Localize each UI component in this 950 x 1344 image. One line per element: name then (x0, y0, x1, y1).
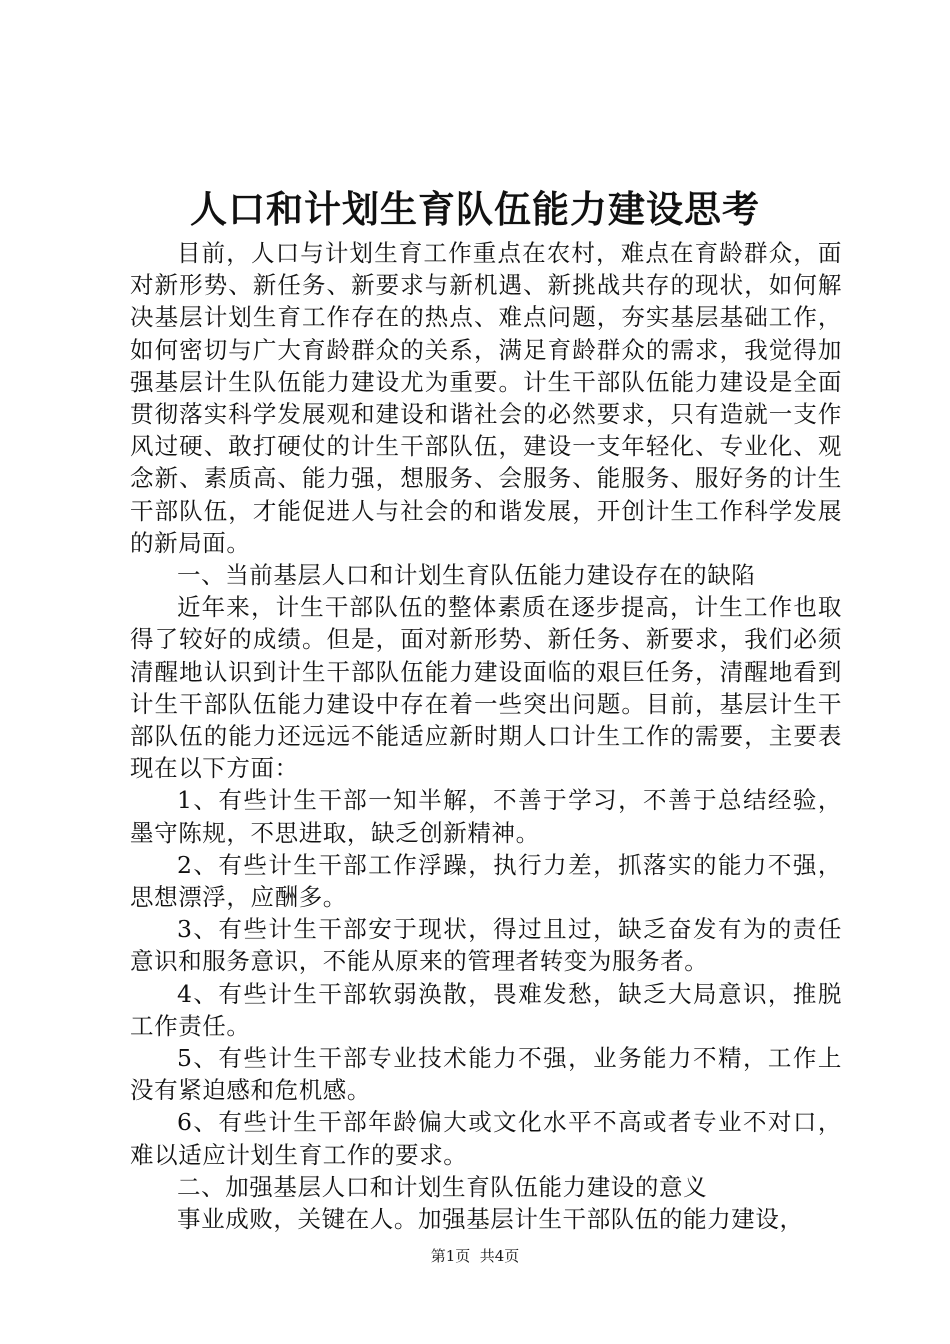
page-number-label: 第1页 共4页 (430, 1247, 520, 1265)
section-heading-2: 二、加强基层人口和计划生育队伍能力建设的意义 (177, 1172, 708, 1201)
section-heading-1: 一、当前基层人口和计划生育队伍能力建设存在的缺陷 (177, 561, 756, 590)
list-item-3: 3、有些计生干部安于现状，得过且过，缺乏奋发有为的责任意识和服务意识，不能从原来的管理者转变为服务者。 (130, 915, 842, 976)
document-body (130, 237, 842, 1235)
list-item-1: 1、有些计生干部一知半解，不善于学习，不善于总结经验，墨守陈规，不思进取，缺乏创新精神。 (130, 786, 842, 847)
paragraph-significance: 事业成败，关键在人。加强基层计生干部队伍的能力建设， (177, 1205, 804, 1234)
paragraph-defects-intro: 近年来，计生干部队伍的整体素质在逐步提高，计生工作也取得了较好的成绩。但是，面对新形势、新任务、新要求，我们必须清醒地认识到计生干部队伍能力建设面临的艰巨任务，清醒地看到计生干部队伍能力建设中存在着一些突出问题。目前，基层计生干部队伍的能力还远远不能适应新时期人口计生工作的需要，主要表现在以下方面： (130, 593, 842, 783)
paragraph-intro: 目前，人口与计划生育工作重点在农村，难点在育龄群众，面对新形势、新任务、新要求与新机遇、新挑战共存的现状，如何解决基层计划生育工作存在的热点、难点问题，夯实基层基础工作，如何密切与广大育龄群众的关系，满足育龄群众的需求，我觉得加强基层计生队伍能力建设尤为重要。计生干部队伍能力建设是全面贯彻落实科学发展观和建设和谐社会的必然要求，只有造就一支作风过硬、敢打硬仗的计生干部队伍，建设一支年轻化、专业化、观念新、素质高、能力强，想服务、会服务、能服务、服好务的计生干部队伍，才能促进人与社会的和谐发展，开创计生工作科学发展的新局面。 (130, 239, 842, 557)
page-footer (0, 1246, 950, 1266)
document-title: 人口和计划生育队伍能力建设思考 (190, 187, 760, 231)
list-item-6: 6、有些计生干部年龄偏大或文化水平不高或者专业不对口，难以适应计划生育工作的要求。 (130, 1108, 842, 1169)
list-item-2: 2、有些计生干部工作浮躁，执行力差，抓落实的能力不强，思想漂浮，应酬多。 (130, 850, 842, 912)
list-item-5: 5、有些计生干部专业技术能力不强，业务能力不精，工作上没有紧迫感和危机感。 (130, 1044, 842, 1105)
list-item-4: 4、有些计生干部软弱涣散，畏难发愁，缺乏大局意识，推脱工作责任。 (130, 979, 842, 1040)
